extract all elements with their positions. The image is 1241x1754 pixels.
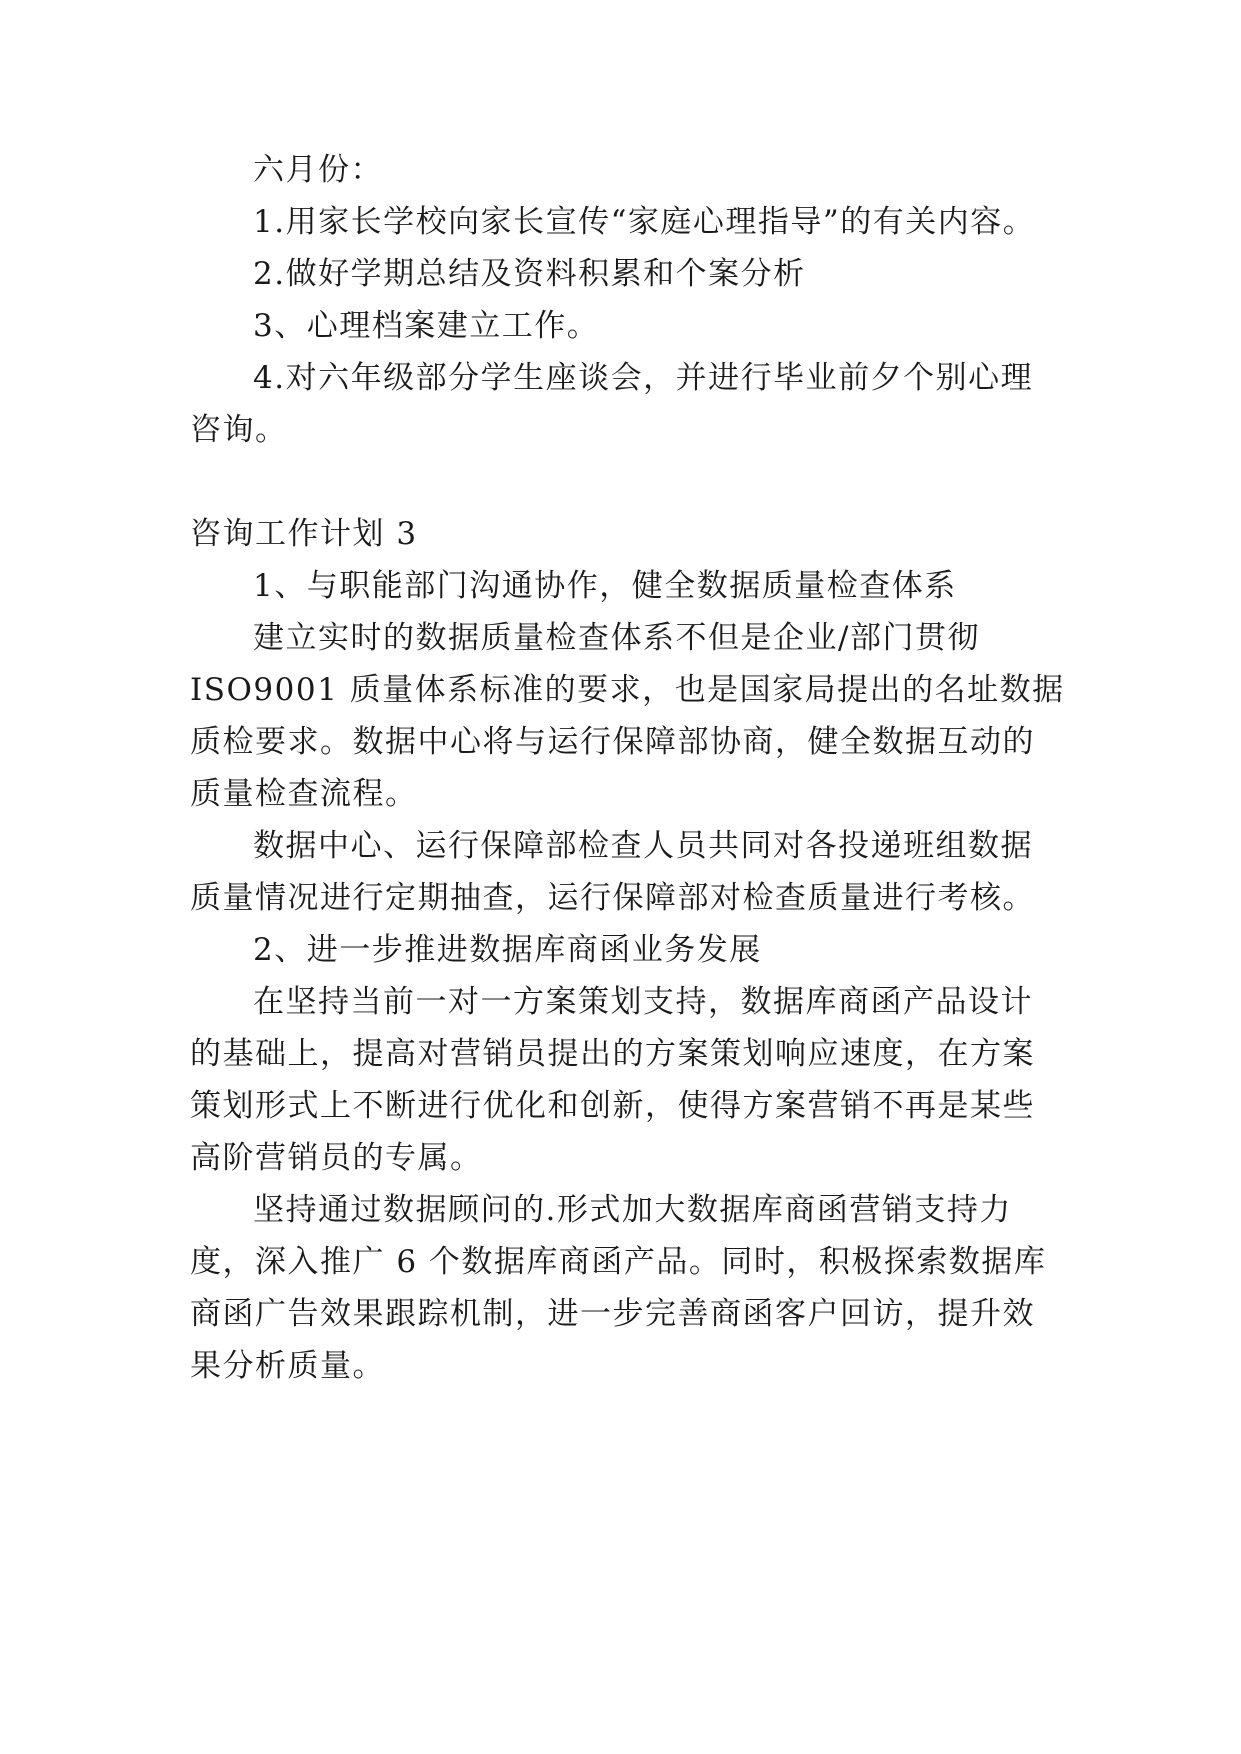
para1-line-2: ISO9001 质量体系标准的要求，也是国家局提出的名址数据 [190, 672, 1065, 708]
point1-heading: 1、与职能部门沟通协作，健全数据质量检查体系 [253, 568, 957, 604]
para1-line-3: 质检要求。数据中心将与运行保障部协商，健全数据互动的 [190, 724, 1035, 760]
para2-line-1: 数据中心、运行保障部检查人员共同对各投递班组数据 [253, 828, 1033, 864]
para3-line-4: 高阶营销员的专属。 [190, 1140, 483, 1176]
para2-line-2: 质量情况进行定期抽查，运行保障部对检查质量进行考核。 [190, 880, 1035, 916]
para3-line-2: 的基础上，提高对营销员提出的方案策划响应速度，在方案 [190, 1036, 1035, 1072]
para1-line-4: 质量检查流程。 [190, 776, 418, 812]
june-item-1: 1.用家长学校向家长宣传“家庭心理指导”的有关内容。 [253, 204, 1036, 240]
june-item-2: 2.做好学期总结及资料积累和个案分析 [253, 256, 806, 292]
june-item-4-line-2: 咨询。 [190, 412, 288, 448]
para4-line-2: 度，深入推广 6 个数据库商函产品。同时，积极探索数据库 [190, 1244, 1047, 1280]
para3-line-1: 在坚持当前一对一方案策划支持，数据库商函产品设计 [253, 984, 1033, 1020]
para1-line-1: 建立实时的数据质量检查体系不但是企业/部门贯彻 [253, 620, 980, 656]
point2-heading: 2、进一步推进数据库商函业务发展 [253, 932, 762, 968]
para4-line-3: 商函广告效果跟踪机制，进一步完善商函客户回访，提升效 [190, 1296, 1035, 1332]
june-heading: 六月份： [253, 152, 383, 188]
para4-line-1: 坚持通过数据顾问的.形式加大数据库商函营销支持力 [253, 1192, 1012, 1228]
june-item-3: 3、心理档案建立工作。 [253, 308, 600, 344]
plan3-title: 咨询工作计划 3 [190, 516, 418, 552]
para4-line-4: 果分析质量。 [190, 1348, 385, 1384]
para3-line-3: 策划形式上不断进行优化和创新，使得方案营销不再是某些 [190, 1088, 1035, 1124]
june-item-4-line-1: 4.对六年级部分学生座谈会，并进行毕业前夕个别心理 [253, 360, 1034, 396]
